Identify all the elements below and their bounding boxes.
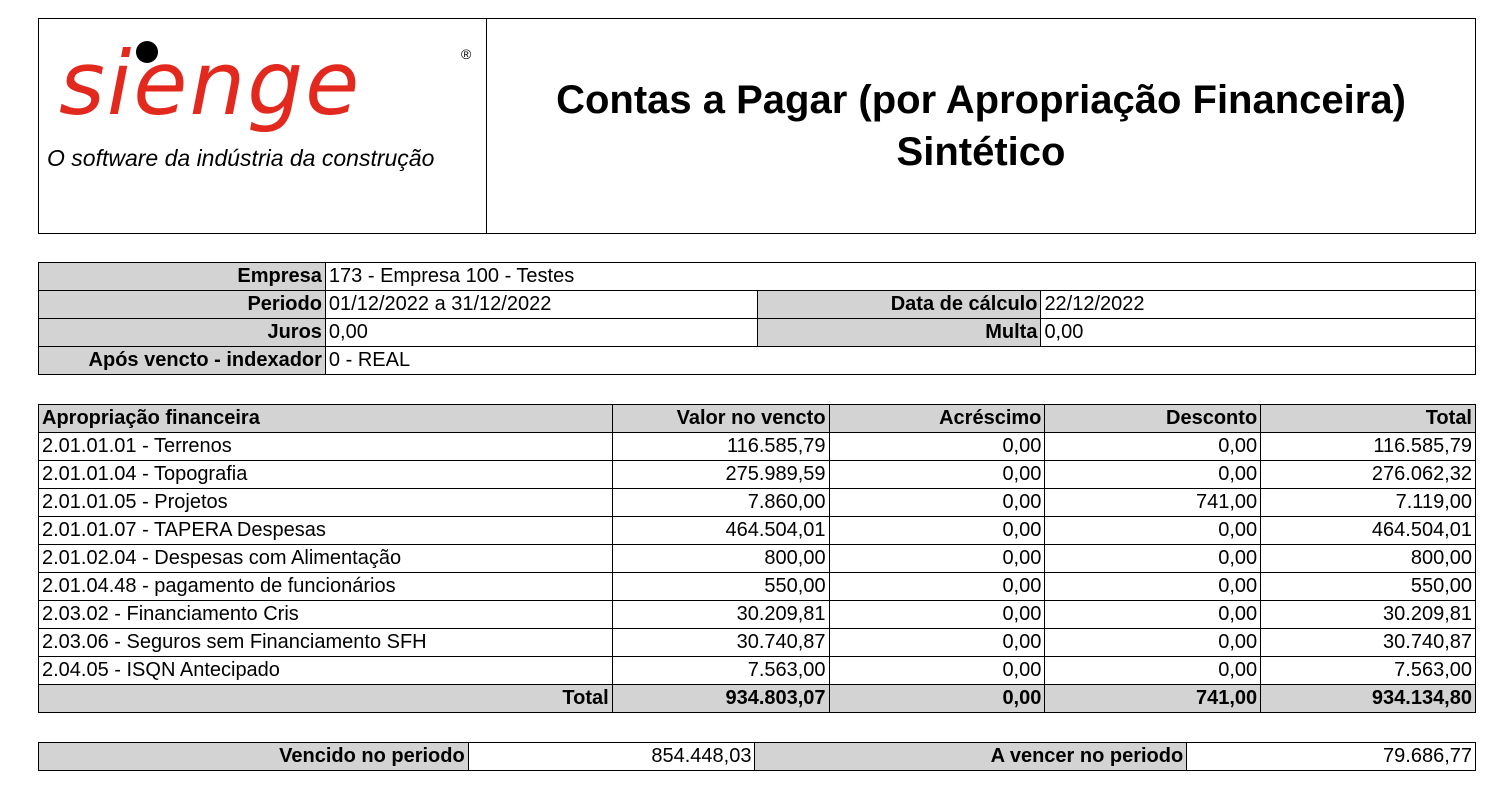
col-header-desconto: Desconto <box>1045 405 1261 433</box>
cell-valor: 30.209,81 <box>612 601 829 629</box>
table-row <box>39 657 1476 685</box>
cell-total: 550,00 <box>1261 573 1476 601</box>
total-desconto: 741,00 <box>1045 685 1261 713</box>
cell-apropriacao: 2.04.05 - ISQN Antecipado <box>39 657 613 685</box>
cell-desconto: 0,00 <box>1045 461 1261 489</box>
period-summary <box>38 742 1476 771</box>
table-row <box>39 545 1476 573</box>
cell-total: 116.585,79 <box>1261 433 1476 461</box>
cell-apropriacao: 2.01.04.48 - pagamento de funcionários <box>39 573 613 601</box>
periodo-value: 01/12/2022 a 31/12/2022 <box>325 291 757 319</box>
logo-wordmark: sienge <box>59 32 362 135</box>
total-label: Total <box>39 685 613 713</box>
a-vencer-value: 79.686,77 <box>1187 743 1476 771</box>
logo-tagline: O software da indústria da construção <box>47 145 435 171</box>
table-row <box>39 461 1476 489</box>
cell-acrescimo: 0,00 <box>829 629 1045 657</box>
cell-total: 7.119,00 <box>1261 489 1476 517</box>
cell-total: 800,00 <box>1261 545 1476 573</box>
cell-apropriacao: 2.01.01.05 - Projetos <box>39 489 613 517</box>
report-parameters <box>38 262 1476 375</box>
cell-valor: 116.585,79 <box>612 433 829 461</box>
cell-total: 464.504,01 <box>1261 517 1476 545</box>
cell-desconto: 0,00 <box>1045 601 1261 629</box>
periodo-label: Periodo <box>39 291 326 319</box>
cell-valor: 464.504,01 <box>612 517 829 545</box>
report-title-line1: Contas a Pagar (por Apropriação Financeira) <box>556 78 1406 122</box>
cell-apropriacao: 2.01.02.04 - Despesas com Alimentação <box>39 545 613 573</box>
cell-desconto: 0,00 <box>1045 545 1261 573</box>
cell-acrescimo: 0,00 <box>829 433 1045 461</box>
data-calculo-label: Data de cálculo <box>757 291 1041 319</box>
empresa-value: 173 - Empresa 100 - Testes <box>325 263 1475 291</box>
data-calculo-value: 22/12/2022 <box>1041 291 1476 319</box>
report-title-line2: Sintético <box>896 130 1066 174</box>
multa-value: 0,00 <box>1041 319 1476 347</box>
report-header <box>38 18 1476 234</box>
indexador-value: 0 - REAL <box>325 347 1475 375</box>
cell-total: 276.062,32 <box>1261 461 1476 489</box>
table-total-row <box>39 685 1476 713</box>
cell-acrescimo: 0,00 <box>829 573 1045 601</box>
col-header-total: Total <box>1261 405 1476 433</box>
cell-apropriacao: 2.03.06 - Seguros sem Financiamento SFH <box>39 629 613 657</box>
cell-apropriacao: 2.01.01.07 - TAPERA Despesas <box>39 517 613 545</box>
cell-desconto: 0,00 <box>1045 433 1261 461</box>
report-title <box>487 19 1476 234</box>
logo-area <box>39 19 487 234</box>
empresa-label: Empresa <box>39 263 326 291</box>
table-header-row <box>39 405 1476 433</box>
registered-mark: ® <box>461 46 472 62</box>
table-row <box>39 489 1476 517</box>
total-valor: 934.803,07 <box>612 685 829 713</box>
vencido-label: Vencido no periodo <box>39 743 469 771</box>
cell-desconto: 0,00 <box>1045 629 1261 657</box>
vencido-value: 854.448,03 <box>468 743 755 771</box>
table-row <box>39 517 1476 545</box>
cell-desconto: 741,00 <box>1045 489 1261 517</box>
total-acrescimo: 0,00 <box>829 685 1045 713</box>
a-vencer-label: A vencer no periodo <box>755 743 1187 771</box>
cell-valor: 275.989,59 <box>612 461 829 489</box>
juros-label: Juros <box>39 319 326 347</box>
col-header-acrescimo: Acréscimo <box>829 405 1045 433</box>
table-row <box>39 629 1476 657</box>
cell-valor: 550,00 <box>612 573 829 601</box>
table-row <box>39 433 1476 461</box>
cell-total: 30.740,87 <box>1261 629 1476 657</box>
cell-acrescimo: 0,00 <box>829 489 1045 517</box>
cell-acrescimo: 0,00 <box>829 657 1045 685</box>
cell-total: 30.209,81 <box>1261 601 1476 629</box>
table-row <box>39 573 1476 601</box>
cell-valor: 7.563,00 <box>612 657 829 685</box>
total-total: 934.134,80 <box>1261 685 1476 713</box>
table-row <box>39 601 1476 629</box>
cell-total: 7.563,00 <box>1261 657 1476 685</box>
cell-apropriacao: 2.03.02 - Financiamento Cris <box>39 601 613 629</box>
multa-label: Multa <box>757 319 1041 347</box>
cell-valor: 7.860,00 <box>612 489 829 517</box>
cell-acrescimo: 0,00 <box>829 517 1045 545</box>
cell-desconto: 0,00 <box>1045 517 1261 545</box>
cell-acrescimo: 0,00 <box>829 601 1045 629</box>
cell-apropriacao: 2.01.01.04 - Topografia <box>39 461 613 489</box>
cell-desconto: 0,00 <box>1045 573 1261 601</box>
cell-desconto: 0,00 <box>1045 657 1261 685</box>
juros-value: 0,00 <box>325 319 757 347</box>
cell-valor: 30.740,87 <box>612 629 829 657</box>
cell-acrescimo: 0,00 <box>829 461 1045 489</box>
cell-acrescimo: 0,00 <box>829 545 1045 573</box>
apropriacao-table <box>38 404 1476 713</box>
col-header-apropriacao: Apropriação financeira <box>39 405 613 433</box>
cell-apropriacao: 2.01.01.01 - Terrenos <box>39 433 613 461</box>
cell-valor: 800,00 <box>612 545 829 573</box>
col-header-valor: Valor no vencto <box>612 405 829 433</box>
indexador-label: Após vencto - indexador <box>39 347 326 375</box>
